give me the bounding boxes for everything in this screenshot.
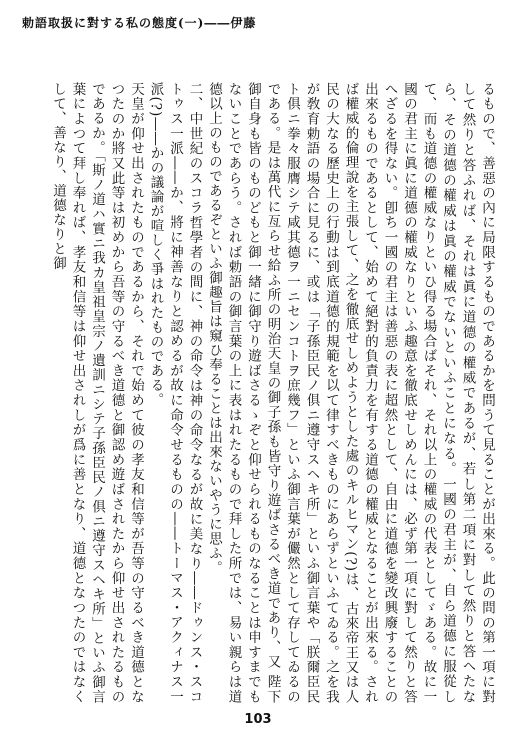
running-header: 勅語取扱に對する私の態度(一)――伊藤 — [22, 16, 257, 30]
paragraph: 天皇が仰せ出されたものであるから、それで始めて彼の孝友和信等が吾等の守るべき道德となつたのか將又此等は初めから吾等の守るべき道德と御認め遊ばされたから仰せ出されたるものであるか。「斯ノ道ハ實ニ我カ皇祖皇宗ノ遺訓ニシテ子孫臣民ノ俱ニ遵守スヘキ所」といふ御言葉によつて拜し奉れば、孝友和信等は仰せ出されしが爲に善となり、道德となつたのではなくして、善なり、道德なりと御 — [50, 82, 144, 704]
paragraph: るもので、善惡の內に局限するものであるかを問うて見ることが出來る。此の問の第一項に對して然りと答ふれば、それは眞に道德の權威であるが、若し第二項に對して然りと答へたなら、その道德の權威は眞の權威でないといふことになる。一國の君主が、自ら道德に服從して、而も道德の權威なりといひ得る場合ばそれ、それ以上の權威の代表としてゞある。故に一國の君主に眞に道德の權威なりといふ趣意を徹底せしめんには、必ず第一項に對して然りと答へざるを得ない。卽ち一國の君主は善惡の表に超然として、自由に道德を變改興廢することの出來るものであるとして、始めて絕對的負責力を有する道德の權威となることが出來る。されば權威的倫理說を主張して、之を徹底せしめようとした處のキルヒマン(?)は、古來帝王又は人民の大なる歷史上の行動は到底道德的規範を以て律すべきものにあらずといふてゐる。之を我が敎育勅語の場合に見るに、或は「子孫臣民ノ俱ニ遵守スヘキ所」といふ御言葉や「朕爾臣民ト俱ニ拳々服膺シテ咸其德ヲ一ニセンコトヲ庶幾フ」といふ御言葉が儼然として存してゐるのである。是は萬代に亙らせ給ふ所の明治天皇の御子孫も皆守り遊ばさるべき道であり、又 陛下御自身も皆のものどもと御一緖に御守り遊ばさるゝぞと仰せられるものなることは申すまでもないことであらう。されば勅語の御言葉の上に表はれたるもので拜した所では、易い親らは道德以上のものであるぞといふ御趣旨は窺ひ奉ることは出來ないやうに思ふ。 — [206, 82, 495, 704]
vertical-body-text — [10, 82, 496, 704]
page-number: 103 — [244, 712, 272, 727]
section-heading: 二、中世紀のスコラ哲學者の間に、神の命令は神の命令なるが故に美なり――ドゥンス・スコトゥス一派――か、將に神善なりと認めるが故に命令せるものの――トーマス・アクィナス一派(?)――かの議論が喧しく爭はれたものである。 — [147, 82, 203, 704]
